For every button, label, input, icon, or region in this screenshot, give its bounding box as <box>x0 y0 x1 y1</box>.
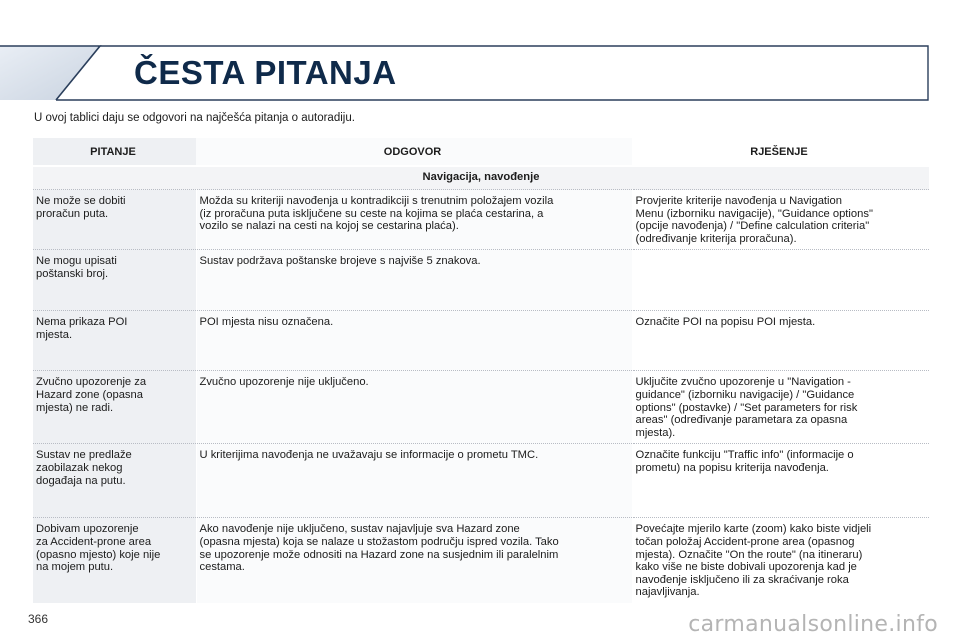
question-cell <box>33 371 196 444</box>
question-text: Ne može se dobiti proračun puta. <box>36 195 126 220</box>
table-row <box>33 250 929 311</box>
answer-text: Zvučno upozorenje nije uključeno. <box>199 376 369 389</box>
question-cell <box>33 250 196 311</box>
section-title: Navigacija, navođenje <box>33 166 929 190</box>
question-cell <box>33 190 196 250</box>
question-text: Sustav ne predlaže zaobilazak nekog događaja na putu. <box>36 449 132 487</box>
question-text: Nema prikaza POI mjesta. <box>36 316 128 341</box>
solution-text: Povećajte mjerilo karte (zoom) kako biste vidjeli točan položaj Accident-prone area (opasnog mjesta). Označite "On the route" (na itineraru) kako više ne biste dobivali upozorenja kad je navođenje isključeno ili za skraćivanje roka najavljivanja. <box>635 523 872 599</box>
answer-cell <box>196 371 632 444</box>
answer-text: POI mjesta nisu označena. <box>199 316 334 329</box>
question-cell <box>33 518 196 603</box>
table-row <box>33 311 929 371</box>
solution-cell <box>632 371 929 444</box>
page-number: 366 <box>28 612 49 626</box>
page-title: ČESTA PITANJA <box>134 54 397 91</box>
answer-cell <box>196 311 632 371</box>
solution-cell <box>632 311 929 371</box>
answer-cell <box>196 250 632 311</box>
solution-cell <box>632 518 929 603</box>
solution-text: Provjerite kriterije navođenja u Navigation Menu (izborniku navigacije), "Guidance options" (opcije navođenja) / "Define calculation criteria" (određivanje kriterija proračuna). <box>635 195 873 245</box>
section-row <box>33 166 929 190</box>
question-text: Ne mogu upisati poštanski broj. <box>36 255 117 280</box>
column-header-question: PITANJE <box>33 138 196 166</box>
answer-text: Možda su kriteriji navođenja u kontradikciji s trenutnim položajem vozila (iz proračuna puta isključene su ceste na kojima se plaća cestarina, a vozilo se nalazi na cesti na kojoj se cestarina plaća). <box>199 195 554 233</box>
column-header-solution: RJEŠENJE <box>632 138 929 166</box>
question-cell <box>33 444 196 518</box>
table-header-row <box>33 138 929 166</box>
table-row <box>33 190 929 250</box>
answer-cell <box>196 190 632 250</box>
answer-cell <box>196 444 632 518</box>
solution-text: Označite POI na popisu POI mjesta. <box>635 316 816 329</box>
answer-cell <box>196 518 632 603</box>
solution-cell <box>632 444 929 518</box>
answer-text: Ako navođenje nije uključeno, sustav najavljuje sva Hazard zone (opasna mjesta) koja se nalaze u stožastom području ispred vozila. Tako se upozorenje može odnositi na Hazard zone na susjednim ili paralelnim cestama. <box>199 523 559 574</box>
question-text: Dobivam upozorenje za Accident-prone area (opasno mjesto) koje nije na mojem putu. <box>36 523 161 574</box>
faq-table <box>33 138 929 603</box>
answer-text: Sustav podržava poštanske brojeve s najviše 5 znakova. <box>199 255 481 268</box>
answer-text: U kriterijima navođenja ne uvažavaju se informacije o prometu TMC. <box>199 449 539 462</box>
question-text: Zvučno upozorenje za Hazard zone (opasna mjesta) ne radi. <box>36 376 147 414</box>
watermark: carmanualsonline.info <box>688 612 938 637</box>
table-row <box>33 518 929 603</box>
question-cell <box>33 311 196 371</box>
solution-cell <box>632 250 929 311</box>
solution-text: Označite funkciju "Traffic info" (informacije o prometu) na popisu kriterija navođenja. <box>635 449 854 474</box>
solution-text: Uključite zvučno upozorenje u "Navigation - guidance" (izborniku navigacije) / "Guidance options" (postavke) / "Set parameters for risk areas" (određivanje parametara za opasna mjesta). <box>635 376 858 439</box>
column-header-answer: ODGOVOR <box>196 138 632 166</box>
table-row <box>33 371 929 444</box>
faq-table-wrapper <box>33 138 929 603</box>
solution-cell <box>632 190 929 250</box>
header-band <box>0 0 960 104</box>
table-row <box>33 444 929 518</box>
intro-text: U ovoj tablici daju se odgovori na najčešća pitanja o autoradiju. <box>34 112 355 124</box>
